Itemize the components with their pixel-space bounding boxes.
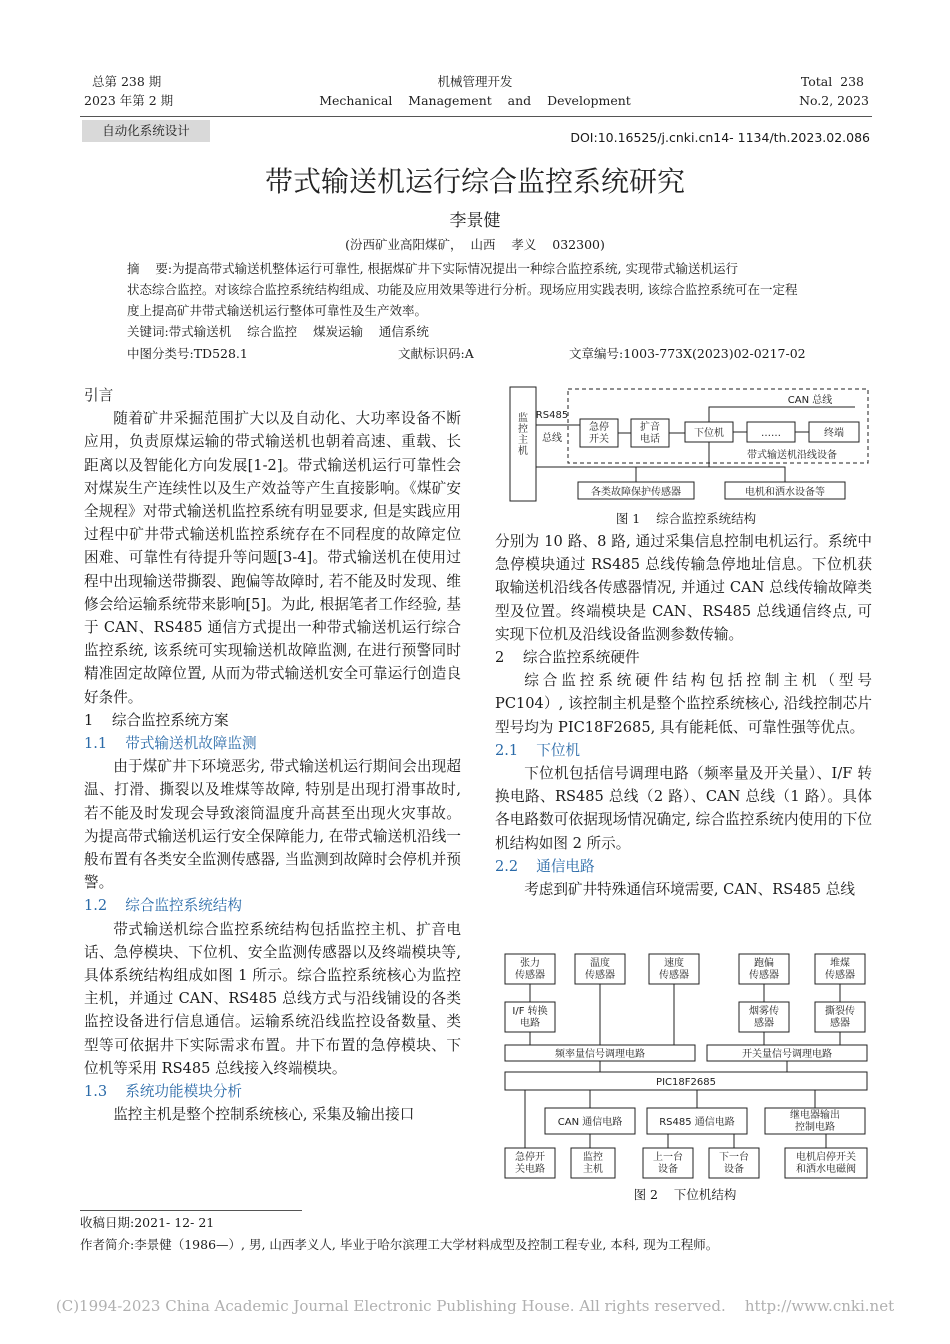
- relay-circuit-2: 控制电路: [795, 1122, 835, 1133]
- section-2-heading: 2 综合监控系统硬件: [495, 649, 640, 667]
- section-2-2-paragraph: 考虑到矿井特殊通信环境需要, CAN、RS485 总线: [524, 881, 855, 899]
- section-title: 综合监控系统结构: [125, 897, 242, 915]
- sensor-temp-2: 传感器: [585, 970, 615, 981]
- copyright-watermark: (C)1994-2023 China Academic Journal Electronic Publishing House. All rights reserved. http://www.cnki.net: [55, 1297, 895, 1315]
- estop-label-1: 急停: [589, 422, 609, 433]
- bus-label: 总线: [542, 433, 562, 444]
- abstract: [127, 258, 827, 342]
- host-label: 监控主机: [518, 413, 528, 457]
- section-tag: 自动化系统设计: [82, 120, 210, 142]
- figure-2-caption: 图 2 下位机结构: [633, 1187, 737, 1202]
- abstract-line: 状态综合监控。对该综合监控系统结构组成、功能及应用效果等进行分析。现场应用实践表明, 该综合监控系统可在一定程: [127, 282, 798, 297]
- issue-total-en: Total 238: [800, 74, 864, 89]
- phone-label-2: 电话: [640, 434, 660, 445]
- sensors-label: 各类故障保护传感器: [591, 487, 681, 498]
- issue-year-cn: 2023 年第 2 期: [84, 93, 174, 108]
- section-1-1-paragraph: 由于煤矿井下环境恶劣, 带式输送机运行期间会出现超温、打滑、撕裂以及堆煤等故障, 特别是出现打滑事故时, 若不能及时发现会导致滚筒温度升高甚至出现火灾事故。为提高带式输送机运行安全保障能力, 在带式输送机沿线一般布置有各类安全监测传感器, 当监测到故障时会停机并预警。: [84, 758, 461, 892]
- smoke-sensor-2: 感器: [754, 1018, 774, 1029]
- out-prev-1: 上一台: [653, 1152, 683, 1163]
- section-1-3-heading: [84, 1080, 461, 1103]
- abstract-line: 摘 要:为提高带式输送机整体运行可靠性, 根据煤矿井下实际情况提出一种综合监控系统, 实现带式输送机运行: [127, 261, 739, 276]
- out-motor-2: 和洒水电磁阀: [796, 1164, 856, 1175]
- switch-circuit: 开关量信号调理电路: [742, 1049, 832, 1060]
- figure-1-caption: 图 1 综合监控系统结构: [615, 511, 757, 526]
- out-estop-2: 关电路: [515, 1164, 545, 1175]
- out-host-1: 监控: [583, 1152, 603, 1163]
- header-rule: [80, 116, 872, 117]
- section-number: 2.1: [495, 741, 519, 759]
- can-bus-label: CAN 总线: [787, 395, 833, 406]
- tear-sensor-2: 感器: [830, 1018, 850, 1029]
- section-1-2-paragraph: 带式输送机综合监控系统结构包括监控主机、扩音电话、急停模块、下位机、安全监测传感器以及终端模块等, 具体系统结构组成如图 1 所示。综合监控系统核心为监控主机，并通过 CAN、RS485 总线方式与沿线铺设的各类监控设备进行信息通信。运输系统沿线监控设备数量、类型等可依据井下实际需求布置。井下布置的急停模块、下位机等采用 RS485 总线接入终端模块。: [84, 920, 461, 1077]
- sensor-deviation-2: 传感器: [749, 970, 779, 981]
- section-2-2-heading: [495, 855, 872, 878]
- clc-number: 中图分类号:TD528.1: [127, 346, 248, 361]
- author-bio: 作者简介:李景健（1986—）, 男, 山西孝义人, 毕业于哈尔滨理工大学材料成型及控制工程专业, 本科, 现为工程师。: [80, 1237, 719, 1252]
- section-number: 1.2: [84, 897, 108, 915]
- terminal-label: 终端: [824, 428, 844, 439]
- section-number: 1.3: [84, 1083, 108, 1101]
- footnote-rule: [80, 1210, 302, 1211]
- sensor-speed-1: 速度: [664, 958, 684, 969]
- doi: DOI:10.16525/j.cnki.cn14- 1134/th.2023.02.086: [570, 130, 870, 145]
- phone-label-1: 扩音: [640, 422, 660, 433]
- section-number: 1.1: [84, 735, 108, 753]
- sensor-temp-1: 温度: [590, 958, 610, 969]
- left-column: [84, 384, 461, 1127]
- section-title: 通信电路: [536, 857, 595, 875]
- intro-paragraph: 随着矿井采掘范围扩大以及自动化、大功率设备不断应用，负责原煤运输的带式输送机也朝着高速、重载、长距离以及智能化方向发展[1-2]。带式输送机运行可靠性会对煤炭生产连续性以及生产效益等产生直接影响。《煤矿安全规程》对带式输送机监控系统有明显要求, 但是实践应用过程中矿井带式输送机监控系统存在不同程度的故障定位困难、可靠性有待提升等问题[3-4]。带式输送机在使用过程中出现输送带撕裂、跑偏等故障时, 若不能及时发现、维修会给运输系统带来影响[5]。为此, 根据笔者工作经验, 基于 CAN、RS485 通信方式提出一种带式输送机运行综合监控系统, 该系统可实现输送机故障监测, 在进行预警同时精准固定故障位置, 从而为带式输送机安全可靠运行创造良好条件。: [84, 410, 461, 706]
- journal-name-cn: 机械管理开发: [437, 74, 513, 89]
- right-paragraph-1: 分别为 10 路、8 路, 通过采集信息控制电机运行。系统中急停模块通过 RS485 总线传输急停地址信息。下位机获取输送机沿线各传感器情况, 并通过 CAN 总线传输故障类型及位置。终端模块是 CAN、RS485 总线通信终点, 可实现下位机及沿线设备监测参数传输。: [495, 533, 872, 643]
- estop-label-2: 开关: [589, 434, 609, 445]
- can-circuit: CAN 通信电路: [557, 1117, 623, 1128]
- smoke-sensor-1: 烟雾传: [749, 1006, 779, 1017]
- sensor-pile-1: 堆煤: [830, 958, 850, 969]
- sensor-deviation-1: 跑偏: [754, 958, 774, 969]
- out-next-2: 设备: [724, 1164, 744, 1175]
- sensor-speed-2: 传感器: [659, 970, 689, 981]
- document-code: 文献标识码:A: [398, 346, 474, 361]
- if-converter-2: 电路: [520, 1018, 540, 1029]
- article-number: 文章编号:1003-773X(2023)02-0217-02: [569, 346, 806, 361]
- section-title: 系统功能模块分析: [125, 1083, 242, 1101]
- section-number: 2.2: [495, 857, 519, 875]
- section-1-2-heading: [84, 894, 461, 917]
- out-prev-2: 设备: [658, 1164, 678, 1175]
- issue-number-cn: 总第 238 期: [92, 74, 162, 89]
- author: 李景健: [449, 211, 501, 231]
- journal-name-en: Mechanical Management and Development: [319, 93, 631, 108]
- out-estop-1: 急停开: [515, 1152, 545, 1163]
- motor-label: 电机和洒水设备等: [745, 487, 825, 498]
- section-1-1-heading: [84, 732, 461, 755]
- sensor-tension-1: 张力: [520, 958, 540, 969]
- section-title: 下位机: [536, 741, 581, 759]
- section-title: 带式输送机故障监测: [125, 735, 257, 753]
- figure-2-diagram: [495, 950, 875, 1182]
- rs485-circuit: RS485 通信电路: [659, 1117, 735, 1128]
- section-2-1-heading: [495, 739, 872, 762]
- out-motor-1: 电机启停开关: [796, 1152, 856, 1163]
- sensor-tension-2: 传感器: [515, 970, 545, 981]
- pic-chip: PIC18F2685: [656, 1077, 716, 1088]
- section-1-heading: 1 综合监控系统方案: [84, 711, 229, 729]
- affiliation: (汾西矿业高阳煤矿， 山西 孝义 032300): [345, 237, 605, 252]
- section-2-1-paragraph: 下位机包括信号调理电路（频率量及开关量）、I/F 转换电路、RS485 总线（2 路）、CAN 总线（1 路）。具体各电路数可依据现场情况确定, 综合监控系统内使用的下位机结构如图 2 所示。: [495, 765, 872, 852]
- out-next-1: 下一台: [719, 1152, 749, 1163]
- figure-1-diagram: [500, 383, 872, 505]
- paper-title: 带式输送机运行综合监控系统研究: [264, 165, 685, 198]
- keywords: 关键词:带式输送机 综合监控 煤炭运输 通信系统: [127, 324, 429, 339]
- abstract-line: 度上提高矿井带式输送机运行整体可靠性及生产效率。: [127, 303, 428, 318]
- section-2-paragraph: 综合监控系统硬件结构包括控制主机（型号 PC104）, 该控制主机是整个监控系统核心, 沿线控制芯片型号均为 PIC18F2685, 具有能耗低、可靠性强等优点。: [495, 672, 872, 736]
- issue-no-en: No.2, 2023: [799, 93, 869, 108]
- right-column: [495, 530, 872, 901]
- dots-label: ……: [761, 428, 781, 439]
- along-label: 带式输送机沿线设备: [747, 450, 837, 461]
- lower-label: 下位机: [694, 428, 724, 439]
- if-converter-1: I/F 转换: [512, 1006, 548, 1017]
- rs485-label: RS485: [535, 410, 569, 421]
- sensor-pile-2: 传感器: [825, 970, 855, 981]
- intro-heading: 引言: [84, 387, 114, 404]
- received-date: 收稿日期:2021- 12- 21: [80, 1215, 215, 1230]
- out-host-2: 主机: [583, 1164, 603, 1175]
- relay-circuit-1: 继电器输出: [790, 1110, 840, 1121]
- tear-sensor-1: 撕裂传: [825, 1006, 855, 1017]
- section-1-3-paragraph: 监控主机是整个控制系统核心, 采集及输出接口: [113, 1106, 415, 1124]
- freq-circuit: 频率量信号调理电路: [555, 1049, 645, 1060]
